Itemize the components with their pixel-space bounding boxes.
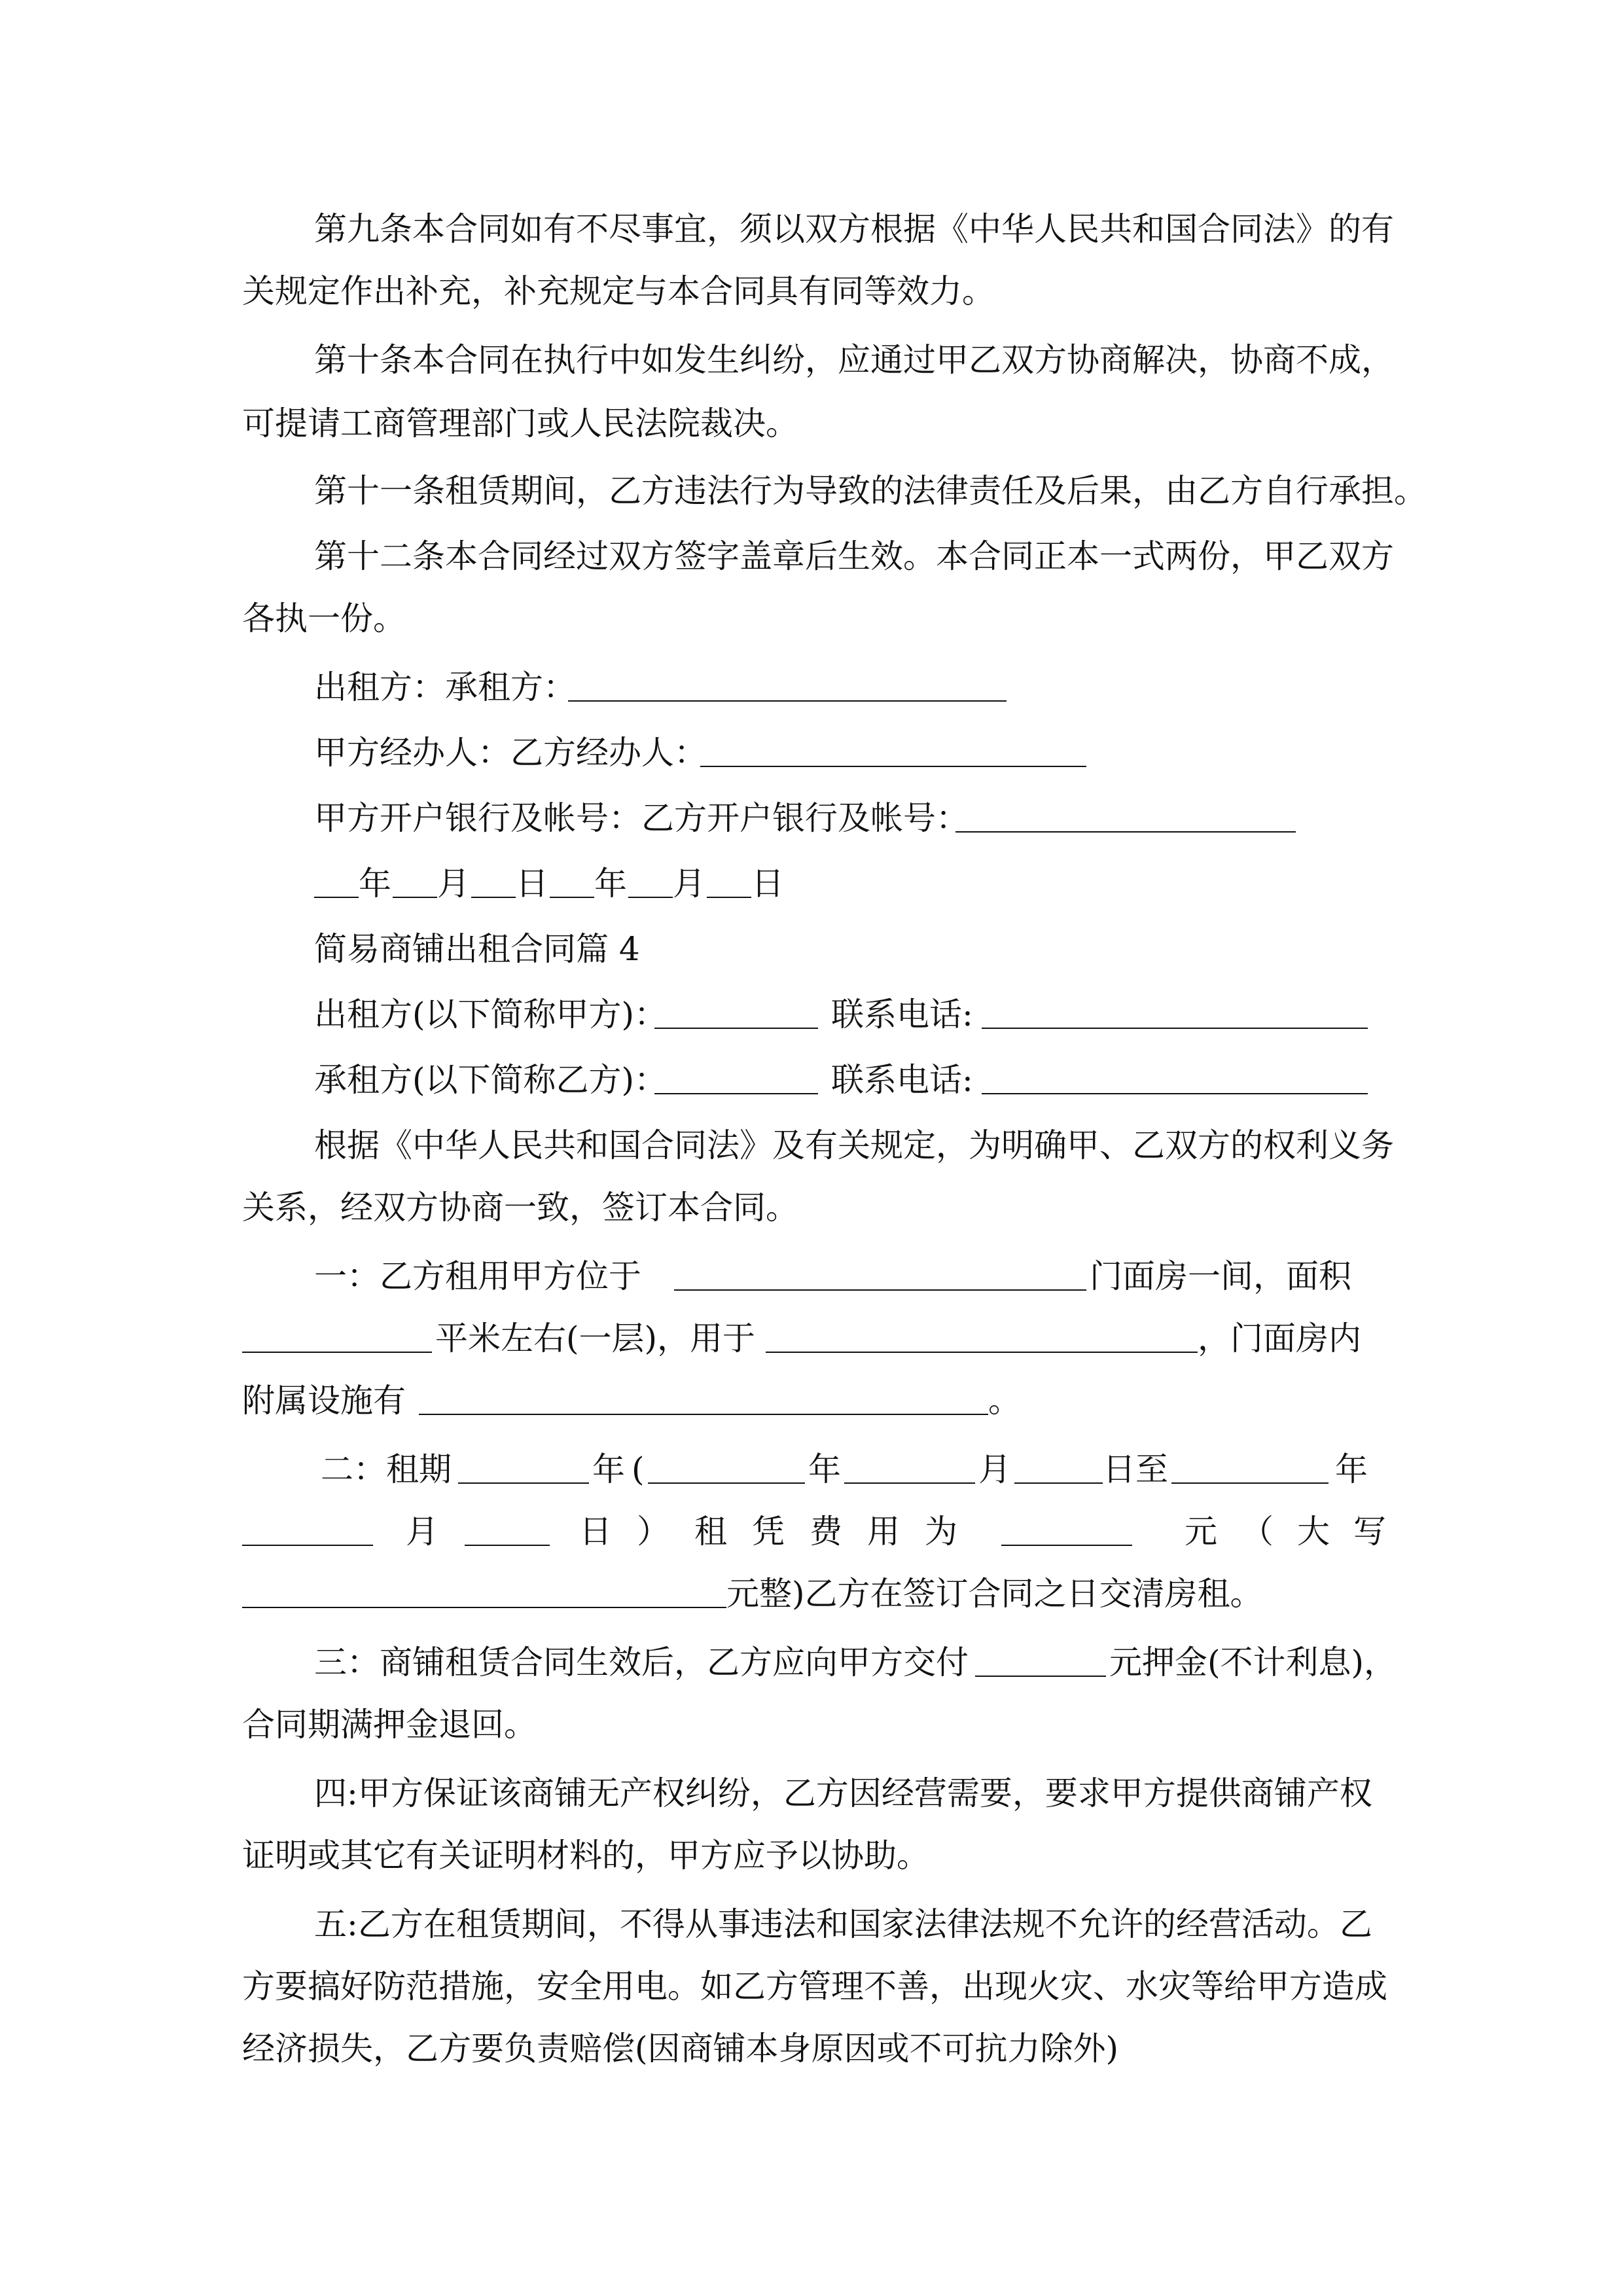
year-blank[interactable] (314, 897, 359, 898)
end-month-blank[interactable] (242, 1545, 373, 1546)
signature-bank-line: 甲方开户银行及帐号：乙方开户银行及帐号： (0, 785, 1623, 851)
signature-agents-line: 甲方经办人：乙方经办人： (0, 720, 1623, 785)
paragraph-line: 第九条本合同如有不尽事宜，须以双方根据《中华人民共和国合同法》的有 (314, 210, 1394, 248)
clause-2-line: 二：租期 年 ( 年 月 日至 年 (321, 1450, 1368, 1488)
deposit-blank[interactable] (975, 1676, 1106, 1677)
rent-uppercase-blank[interactable] (242, 1607, 726, 1608)
end-year-blank[interactable] (1171, 1482, 1329, 1484)
party-b-phone-blank[interactable] (982, 1093, 1368, 1094)
paragraph-line: 根据《中华人民共和国合同法》及有关规定，为明确甲、乙双方的权利义务 (314, 1126, 1394, 1164)
clause-3-line: 三：商铺租赁合同生效后，乙方应向甲方交付 元押金(不计利息)， (314, 1643, 1397, 1681)
date-line: 年 月 日 年 月 日 (0, 851, 1623, 916)
paragraph-line: 四:甲方保证该商铺无产权纠纷，乙方因经营需要，要求甲方提供商铺产权 (314, 1774, 1372, 1812)
party-a-name-blank[interactable] (654, 1028, 818, 1029)
signature-parties-line: 出租方：承租方： (0, 655, 1623, 720)
facilities-blank[interactable] (419, 1414, 988, 1415)
paragraph-line: 证明或其它有关证明材料的，甲方应予以协助。 (242, 1837, 929, 1874)
paragraph-line: 经济损失，乙方要负责赔偿(因商铺本身原因或不可抗力除外) (242, 2030, 1119, 2068)
clause-2-line: 元整)乙方在签订合同之日交清房租。 (0, 1561, 1623, 1626)
start-month-blank[interactable] (844, 1482, 975, 1484)
end-day-blank[interactable] (465, 1545, 550, 1546)
paragraph-line: 方要搞好防范措施，安全用电。如乙方管理不善，出现火灾、水灾等给甲方造成 (242, 1967, 1387, 2005)
location-blank[interactable] (674, 1289, 1086, 1291)
month-blank[interactable] (393, 897, 437, 898)
paragraph-line: 关规定作出补充，补充规定与本合同具有同等效力。 (242, 272, 995, 310)
day-blank[interactable] (471, 897, 516, 898)
signature-blank[interactable] (568, 700, 1007, 702)
clause-1-line: 附属设施有 。 (242, 1382, 1021, 1420)
paragraph-line: 可提请工商管理部门或人民法院裁决。 (242, 404, 798, 442)
paragraph-line: 第十一条租赁期间，乙方违法行为导致的法律责任及后果，由乙方自行承担。 (314, 472, 1427, 510)
section-title: 简易商铺出租合同篇 4 (314, 930, 640, 968)
start-year-blank[interactable] (648, 1482, 805, 1484)
party-a-line: 出租方(以下简称甲方)： 联系电话: (0, 982, 1623, 1047)
year-blank[interactable] (550, 897, 594, 898)
party-b-line: 承租方(以下简称乙方)： 联系电话: (0, 1047, 1623, 1113)
agent-blank[interactable] (700, 766, 1086, 767)
clause-1-line: 平米左右(一层)，用于 ，门面房内 (0, 1306, 1623, 1371)
start-day-blank[interactable] (1014, 1482, 1103, 1484)
rent-amount-blank[interactable] (1001, 1545, 1132, 1546)
clause-1-line: 一：乙方租用甲方位于 门面房一间，面积 (314, 1257, 1351, 1295)
clause-2-line: 月 日）租凭费用为 元（大写 (0, 1499, 1623, 1564)
paragraph-line: 第十条本合同在执行中如发生纠纷，应通过甲乙双方协商解决，协商不成， (314, 341, 1394, 379)
paragraph-line: 各执一份。 (242, 600, 406, 637)
day-blank[interactable] (707, 897, 751, 898)
paragraph-line: 第十二条本合同经过双方签字盖章后生效。本合同正本一式两份，甲乙双方 (314, 537, 1394, 575)
usage-blank[interactable] (766, 1352, 1198, 1353)
term-years-blank[interactable] (458, 1482, 589, 1484)
month-blank[interactable] (628, 897, 673, 898)
paragraph-line: 关系，经双方协商一致，签订本合同。 (242, 1189, 798, 1227)
area-blank[interactable] (242, 1352, 432, 1353)
paragraph-line: 合同期满押金退回。 (242, 1706, 537, 1744)
party-b-name-blank[interactable] (654, 1093, 818, 1094)
party-a-phone-blank[interactable] (982, 1028, 1368, 1029)
bank-account-blank[interactable] (955, 831, 1296, 833)
paragraph-line: 五:乙方在租赁期间，不得从事违法和国家法律法规不允许的经营活动。乙 (314, 1905, 1372, 1943)
